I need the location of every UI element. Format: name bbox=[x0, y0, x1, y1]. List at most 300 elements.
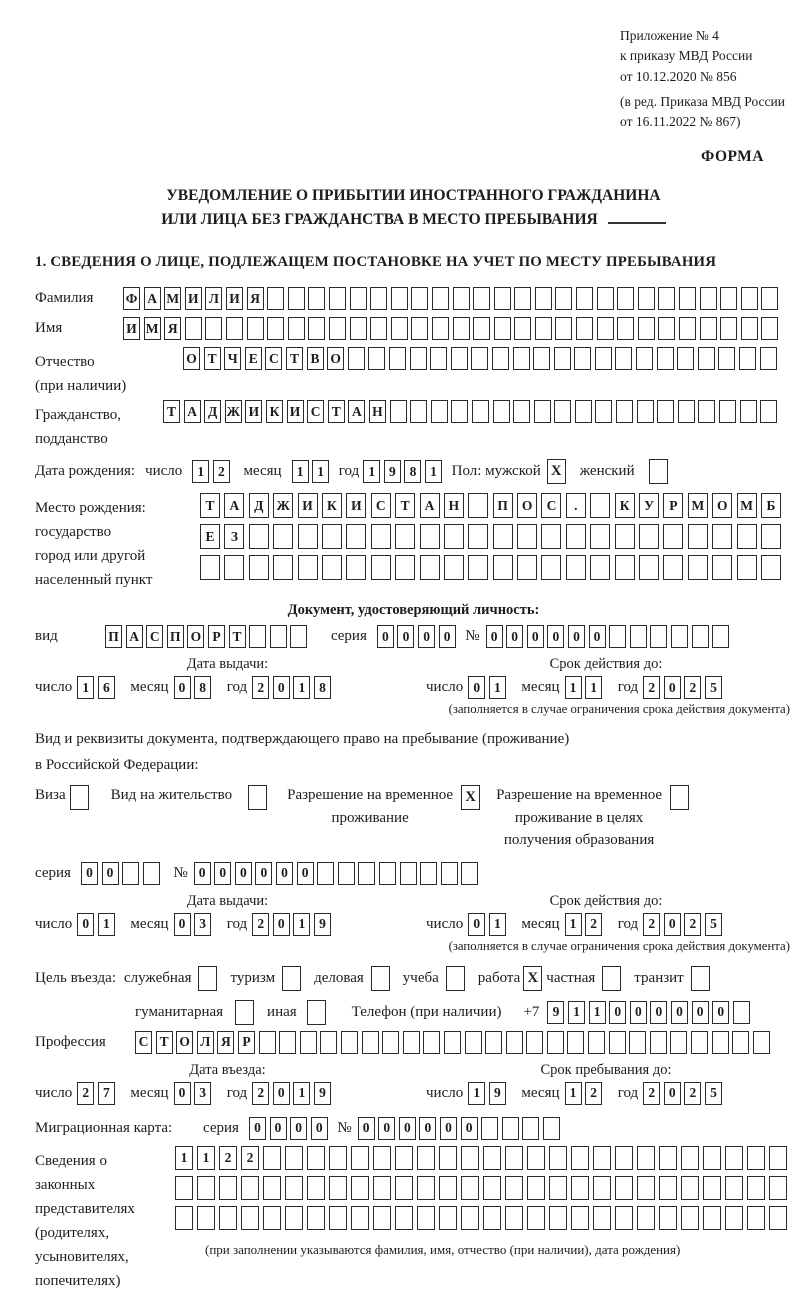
char-cell bbox=[494, 317, 511, 340]
edu-permit-option: Разрешение на временное проживание в целях получения образования bbox=[496, 784, 689, 852]
char-cell: 2 bbox=[643, 1082, 660, 1105]
expiry-note: (заполняется в случае ограничения срока действия документа) bbox=[448, 938, 790, 953]
residence-series-boxes bbox=[81, 862, 163, 885]
char-cell: 0 bbox=[235, 862, 252, 885]
char-cell: Е bbox=[245, 347, 262, 370]
char-cell: 1 bbox=[585, 676, 602, 699]
char-cell bbox=[259, 1031, 276, 1054]
char-cell bbox=[371, 555, 391, 580]
edu-permit-checkbox bbox=[670, 785, 689, 810]
char-cell bbox=[432, 317, 449, 340]
char-cell bbox=[468, 555, 488, 580]
char-cell bbox=[444, 1031, 461, 1054]
stay-until-header: Срок пребывания до: bbox=[540, 1061, 672, 1078]
char-cell: 0 bbox=[418, 625, 435, 648]
char-cell: 0 bbox=[506, 625, 523, 648]
char-cell bbox=[370, 287, 387, 310]
char-cell bbox=[712, 524, 732, 549]
char-cell bbox=[368, 347, 385, 370]
issue-day-boxes bbox=[77, 913, 118, 936]
char-cell bbox=[395, 1176, 413, 1200]
char-cell bbox=[590, 555, 610, 580]
char-cell: 0 bbox=[297, 862, 314, 885]
char-cell bbox=[637, 1176, 655, 1200]
char-cell: 0 bbox=[270, 1117, 287, 1140]
char-cell: 0 bbox=[358, 1117, 375, 1140]
char-cell bbox=[615, 555, 635, 580]
char-cell bbox=[290, 625, 307, 648]
char-cell: 1 bbox=[175, 1146, 193, 1170]
char-cell bbox=[700, 317, 717, 340]
appendix-line: Приложение № 4 bbox=[620, 28, 719, 43]
char-cell: П bbox=[105, 625, 122, 648]
visa-option: Виза bbox=[35, 784, 89, 810]
char-cell bbox=[574, 347, 591, 370]
surname-row bbox=[35, 287, 792, 310]
char-cell bbox=[703, 1206, 721, 1230]
char-cell bbox=[481, 1117, 498, 1140]
char-cell bbox=[307, 1176, 325, 1200]
char-cell bbox=[307, 1206, 325, 1230]
char-cell: 2 bbox=[241, 1146, 259, 1170]
char-cell: 1 bbox=[589, 1001, 606, 1024]
char-cell: К bbox=[266, 400, 283, 423]
char-cell bbox=[411, 317, 428, 340]
title-blank-line bbox=[608, 212, 666, 224]
char-cell: 0 bbox=[77, 913, 94, 936]
profession-label: Профессия bbox=[35, 1033, 106, 1050]
char-cell: 9 bbox=[547, 1001, 564, 1024]
char-cell: 0 bbox=[468, 913, 485, 936]
char-cell: К bbox=[322, 493, 342, 518]
temp-permit-option: Разрешение на временное проживание X bbox=[287, 784, 480, 829]
char-cell bbox=[175, 1206, 193, 1230]
char-cell: С bbox=[265, 347, 282, 370]
residence-doc-series-row bbox=[35, 862, 792, 885]
birthplace-row-2 bbox=[200, 524, 785, 549]
representatives-block bbox=[35, 1146, 792, 1293]
birthdate-row bbox=[35, 459, 792, 484]
char-cell bbox=[725, 1176, 743, 1200]
birthplace-block bbox=[35, 493, 792, 592]
char-cell: И bbox=[185, 287, 202, 310]
char-cell: 1 bbox=[568, 1001, 585, 1024]
char-cell: А bbox=[348, 400, 365, 423]
char-cell bbox=[650, 625, 667, 648]
month-label: месяц bbox=[521, 915, 560, 932]
citizenship-boxes bbox=[163, 400, 781, 423]
char-cell bbox=[224, 555, 244, 580]
char-cell bbox=[390, 400, 407, 423]
char-cell: 0 bbox=[440, 1117, 457, 1140]
char-cell bbox=[761, 555, 781, 580]
char-cell bbox=[549, 1206, 567, 1230]
char-cell bbox=[400, 862, 417, 885]
char-cell bbox=[760, 347, 777, 370]
char-cell: 0 bbox=[102, 862, 119, 885]
stay-month-boxes bbox=[565, 1082, 606, 1105]
char-cell bbox=[420, 555, 440, 580]
char-cell bbox=[494, 287, 511, 310]
char-cell bbox=[338, 862, 355, 885]
char-cell: 1 bbox=[293, 913, 310, 936]
char-cell: 1 bbox=[293, 1082, 310, 1105]
char-cell bbox=[597, 287, 614, 310]
issue-year-boxes bbox=[252, 913, 334, 936]
char-cell: М bbox=[164, 287, 181, 310]
char-cell: О bbox=[517, 493, 537, 518]
char-cell bbox=[468, 493, 488, 518]
char-cell: 0 bbox=[249, 1117, 266, 1140]
char-cell: И bbox=[287, 400, 304, 423]
entry-month-boxes bbox=[174, 1082, 215, 1105]
char-cell bbox=[527, 1206, 545, 1230]
char-cell: 8 bbox=[404, 460, 421, 483]
char-cell bbox=[747, 1176, 765, 1200]
char-cell: Т bbox=[200, 493, 220, 518]
char-cell bbox=[505, 1146, 523, 1170]
char-cell bbox=[678, 400, 695, 423]
citizenship-row bbox=[35, 400, 792, 451]
char-cell: 9 bbox=[489, 1082, 506, 1105]
migration-card-label: Миграционная карта: bbox=[35, 1119, 173, 1136]
char-cell: Т bbox=[163, 400, 180, 423]
char-cell bbox=[659, 1206, 677, 1230]
char-cell bbox=[526, 1031, 543, 1054]
char-cell bbox=[451, 400, 468, 423]
char-cell bbox=[410, 400, 427, 423]
char-cell: 0 bbox=[527, 625, 544, 648]
char-cell bbox=[629, 1031, 646, 1054]
char-cell: Я bbox=[217, 1031, 234, 1054]
char-cell bbox=[639, 524, 659, 549]
char-cell: Н bbox=[369, 400, 386, 423]
stay-year-boxes bbox=[643, 1082, 725, 1105]
char-cell bbox=[350, 317, 367, 340]
char-cell: 1 bbox=[197, 1146, 215, 1170]
char-cell: 5 bbox=[705, 913, 722, 936]
char-cell: Т bbox=[229, 625, 246, 648]
char-cell bbox=[615, 1146, 633, 1170]
char-cell bbox=[226, 317, 243, 340]
char-cell bbox=[637, 1146, 655, 1170]
char-cell bbox=[493, 400, 510, 423]
char-cell bbox=[197, 1206, 215, 1230]
char-cell bbox=[300, 1031, 317, 1054]
char-cell bbox=[285, 1176, 303, 1200]
char-cell: 9 bbox=[314, 913, 331, 936]
char-cell: Т bbox=[395, 493, 415, 518]
char-cell bbox=[420, 862, 437, 885]
char-cell bbox=[533, 347, 550, 370]
month-label: месяц bbox=[130, 915, 169, 932]
char-cell: 0 bbox=[273, 913, 290, 936]
surname-label: Фамилия bbox=[35, 290, 94, 307]
day-label: число bbox=[426, 1084, 464, 1101]
char-cell: С bbox=[135, 1031, 152, 1054]
char-cell bbox=[485, 1031, 502, 1054]
char-cell: С bbox=[146, 625, 163, 648]
char-cell: Д bbox=[204, 400, 221, 423]
char-cell: Л bbox=[205, 287, 222, 310]
char-cell bbox=[615, 1206, 633, 1230]
char-cell bbox=[725, 1146, 743, 1170]
char-cell bbox=[351, 1176, 369, 1200]
day-label: число bbox=[426, 679, 464, 696]
char-cell: 2 bbox=[77, 1082, 94, 1105]
char-cell bbox=[593, 1176, 611, 1200]
char-cell bbox=[267, 287, 284, 310]
char-cell bbox=[473, 287, 490, 310]
char-cell bbox=[681, 1176, 699, 1200]
char-cell bbox=[298, 555, 318, 580]
entry-year-boxes bbox=[252, 1082, 334, 1105]
char-cell bbox=[566, 555, 586, 580]
char-cell bbox=[725, 1206, 743, 1230]
representatives-row-1 bbox=[175, 1146, 791, 1170]
char-cell bbox=[395, 555, 415, 580]
purpose-transit-label: транзит bbox=[634, 969, 684, 986]
char-cell: 5 bbox=[705, 1082, 722, 1105]
char-cell: 7 bbox=[98, 1082, 115, 1105]
char-cell bbox=[769, 1146, 787, 1170]
char-cell bbox=[593, 1206, 611, 1230]
char-cell bbox=[483, 1176, 501, 1200]
char-cell: Ж bbox=[225, 400, 242, 423]
char-cell bbox=[439, 1206, 457, 1230]
char-cell bbox=[575, 400, 592, 423]
expiry-month-boxes bbox=[565, 676, 606, 699]
residence-permit-option: Вид на жительство bbox=[111, 784, 267, 810]
char-cell: 0 bbox=[255, 862, 272, 885]
char-cell bbox=[747, 1146, 765, 1170]
series-label: серия bbox=[35, 864, 71, 881]
document-title bbox=[35, 184, 792, 232]
char-cell bbox=[329, 1146, 347, 1170]
char-cell: . bbox=[566, 493, 586, 518]
char-cell: 0 bbox=[547, 625, 564, 648]
char-cell bbox=[441, 862, 458, 885]
char-cell: 0 bbox=[377, 625, 394, 648]
char-cell: 1 bbox=[565, 1082, 582, 1105]
char-cell bbox=[658, 317, 675, 340]
char-cell bbox=[483, 1146, 501, 1170]
char-cell: М bbox=[737, 493, 757, 518]
char-cell bbox=[595, 347, 612, 370]
char-cell: В bbox=[307, 347, 324, 370]
char-cell: 1 bbox=[363, 460, 380, 483]
char-cell bbox=[468, 524, 488, 549]
char-cell: 1 bbox=[77, 676, 94, 699]
char-cell: Я bbox=[164, 317, 181, 340]
char-cell bbox=[588, 1031, 605, 1054]
char-cell bbox=[249, 524, 269, 549]
residence-permit-checkbox bbox=[248, 785, 267, 810]
char-cell bbox=[650, 1031, 667, 1054]
char-cell: 9 bbox=[384, 460, 401, 483]
char-cell bbox=[659, 1176, 677, 1200]
char-cell: 1 bbox=[292, 460, 309, 483]
phone-prefix: +7 bbox=[523, 1003, 540, 1020]
char-cell bbox=[712, 555, 732, 580]
char-cell bbox=[298, 524, 318, 549]
purpose-study-label: учеба bbox=[402, 969, 439, 986]
number-label: № bbox=[465, 628, 480, 645]
char-cell: Т bbox=[286, 347, 303, 370]
char-cell bbox=[249, 555, 269, 580]
char-cell bbox=[566, 524, 586, 549]
char-cell bbox=[391, 287, 408, 310]
purpose-other-checkbox bbox=[307, 1000, 326, 1025]
year-label: год bbox=[617, 679, 639, 696]
char-cell bbox=[663, 555, 683, 580]
residence-doc-intro: Вид и реквизиты документа, подтверждающего право на пребывание (проживание) в Российской Федерации: bbox=[35, 731, 570, 773]
char-cell bbox=[431, 400, 448, 423]
char-cell bbox=[590, 493, 610, 518]
char-cell: А bbox=[184, 400, 201, 423]
residence-doc-dates bbox=[35, 893, 792, 936]
profession-row bbox=[35, 1031, 792, 1054]
char-cell bbox=[541, 555, 561, 580]
birthdate-label: Дата рождения: bbox=[35, 463, 136, 480]
char-cell bbox=[285, 1206, 303, 1230]
purpose-study-checkbox bbox=[446, 966, 465, 991]
char-cell: И bbox=[123, 317, 140, 340]
char-cell bbox=[351, 1206, 369, 1230]
char-cell bbox=[554, 400, 571, 423]
char-cell bbox=[663, 524, 683, 549]
char-cell bbox=[657, 347, 674, 370]
char-cell: Ж bbox=[273, 493, 293, 518]
char-cell: 1 bbox=[468, 1082, 485, 1105]
char-cell: Н bbox=[444, 493, 464, 518]
char-cell: 0 bbox=[461, 1117, 478, 1140]
char-cell bbox=[382, 1031, 399, 1054]
char-cell bbox=[329, 1206, 347, 1230]
char-cell: 1 bbox=[312, 460, 329, 483]
char-cell: 2 bbox=[252, 913, 269, 936]
char-cell bbox=[417, 1206, 435, 1230]
citizenship-label: Гражданство, подданство bbox=[35, 407, 122, 448]
char-cell bbox=[389, 347, 406, 370]
char-cell bbox=[329, 317, 346, 340]
char-cell bbox=[483, 1206, 501, 1230]
name-row bbox=[35, 317, 792, 340]
representatives-row-3 bbox=[175, 1206, 791, 1230]
patronymic-row bbox=[35, 347, 792, 398]
char-cell bbox=[670, 1031, 687, 1054]
char-cell bbox=[739, 347, 756, 370]
char-cell bbox=[350, 287, 367, 310]
char-cell bbox=[535, 287, 552, 310]
char-cell: 1 bbox=[565, 913, 582, 936]
char-cell: Е bbox=[200, 524, 220, 549]
char-cell bbox=[493, 524, 513, 549]
entry-day-boxes bbox=[77, 1082, 118, 1105]
char-cell bbox=[444, 524, 464, 549]
char-cell bbox=[747, 1206, 765, 1230]
appendix-line: к приказу МВД России bbox=[620, 48, 753, 64]
char-cell: 0 bbox=[650, 1001, 667, 1024]
char-cell bbox=[241, 1206, 259, 1230]
representatives-label: Сведения о законных представителях (родителях, усыновителях, попечителях) bbox=[35, 1152, 135, 1289]
name-boxes bbox=[123, 317, 782, 340]
patronymic-boxes bbox=[183, 347, 780, 370]
residence-permit-options bbox=[35, 784, 792, 852]
char-cell: 0 bbox=[311, 1117, 328, 1140]
char-cell bbox=[638, 287, 655, 310]
char-cell bbox=[395, 1206, 413, 1230]
char-cell bbox=[659, 1146, 677, 1170]
char-cell bbox=[263, 1146, 281, 1170]
char-cell bbox=[617, 287, 634, 310]
char-cell: 2 bbox=[213, 460, 230, 483]
char-cell bbox=[720, 287, 737, 310]
birthplace-label: Место рождения: государство город или другой населенный пункт bbox=[35, 500, 153, 589]
issue-month-boxes bbox=[174, 913, 215, 936]
purpose-commercial-label: деловая bbox=[314, 969, 364, 986]
char-cell bbox=[718, 347, 735, 370]
name-label: Имя bbox=[35, 320, 63, 337]
purpose-work-label: работа bbox=[477, 969, 521, 986]
char-cell: 6 bbox=[98, 676, 115, 699]
char-cell bbox=[712, 625, 729, 648]
day-label: число bbox=[35, 679, 73, 696]
char-cell bbox=[513, 347, 530, 370]
char-cell bbox=[351, 1146, 369, 1170]
char-cell bbox=[543, 1117, 560, 1140]
char-cell bbox=[249, 625, 266, 648]
char-cell bbox=[571, 1146, 589, 1170]
edition-line: (в ред. Приказа МВД России bbox=[620, 93, 785, 109]
char-cell bbox=[571, 1206, 589, 1230]
char-cell: И bbox=[298, 493, 318, 518]
expiry-month-boxes bbox=[565, 913, 606, 936]
char-cell bbox=[317, 862, 334, 885]
char-cell bbox=[505, 1206, 523, 1230]
char-cell: Ч bbox=[224, 347, 241, 370]
char-cell: 0 bbox=[486, 625, 503, 648]
char-cell bbox=[741, 287, 758, 310]
char-cell: 0 bbox=[290, 1117, 307, 1140]
char-cell bbox=[527, 1146, 545, 1170]
char-cell: 0 bbox=[273, 676, 290, 699]
identity-doc-row bbox=[35, 625, 792, 648]
migration-series-boxes bbox=[249, 1117, 331, 1140]
purpose-work-checkbox: X bbox=[523, 966, 542, 991]
doc-type-boxes bbox=[105, 625, 311, 648]
char-cell: Т bbox=[156, 1031, 173, 1054]
stay-day-boxes bbox=[468, 1082, 509, 1105]
birthplace-row-3 bbox=[200, 555, 785, 580]
char-cell bbox=[679, 287, 696, 310]
char-cell bbox=[346, 555, 366, 580]
char-cell bbox=[308, 317, 325, 340]
char-cell: 0 bbox=[671, 1001, 688, 1024]
char-cell: 2 bbox=[684, 913, 701, 936]
char-cell: А bbox=[126, 625, 143, 648]
char-cell bbox=[373, 1206, 391, 1230]
char-cell bbox=[761, 317, 778, 340]
month-label: месяц bbox=[243, 463, 282, 480]
day-label: число bbox=[145, 463, 183, 480]
char-cell bbox=[541, 524, 561, 549]
purpose-business-checkbox bbox=[198, 966, 217, 991]
birth-day-boxes bbox=[192, 460, 233, 483]
purpose-commercial-checkbox bbox=[371, 966, 390, 991]
char-cell bbox=[719, 400, 736, 423]
char-cell bbox=[247, 317, 264, 340]
